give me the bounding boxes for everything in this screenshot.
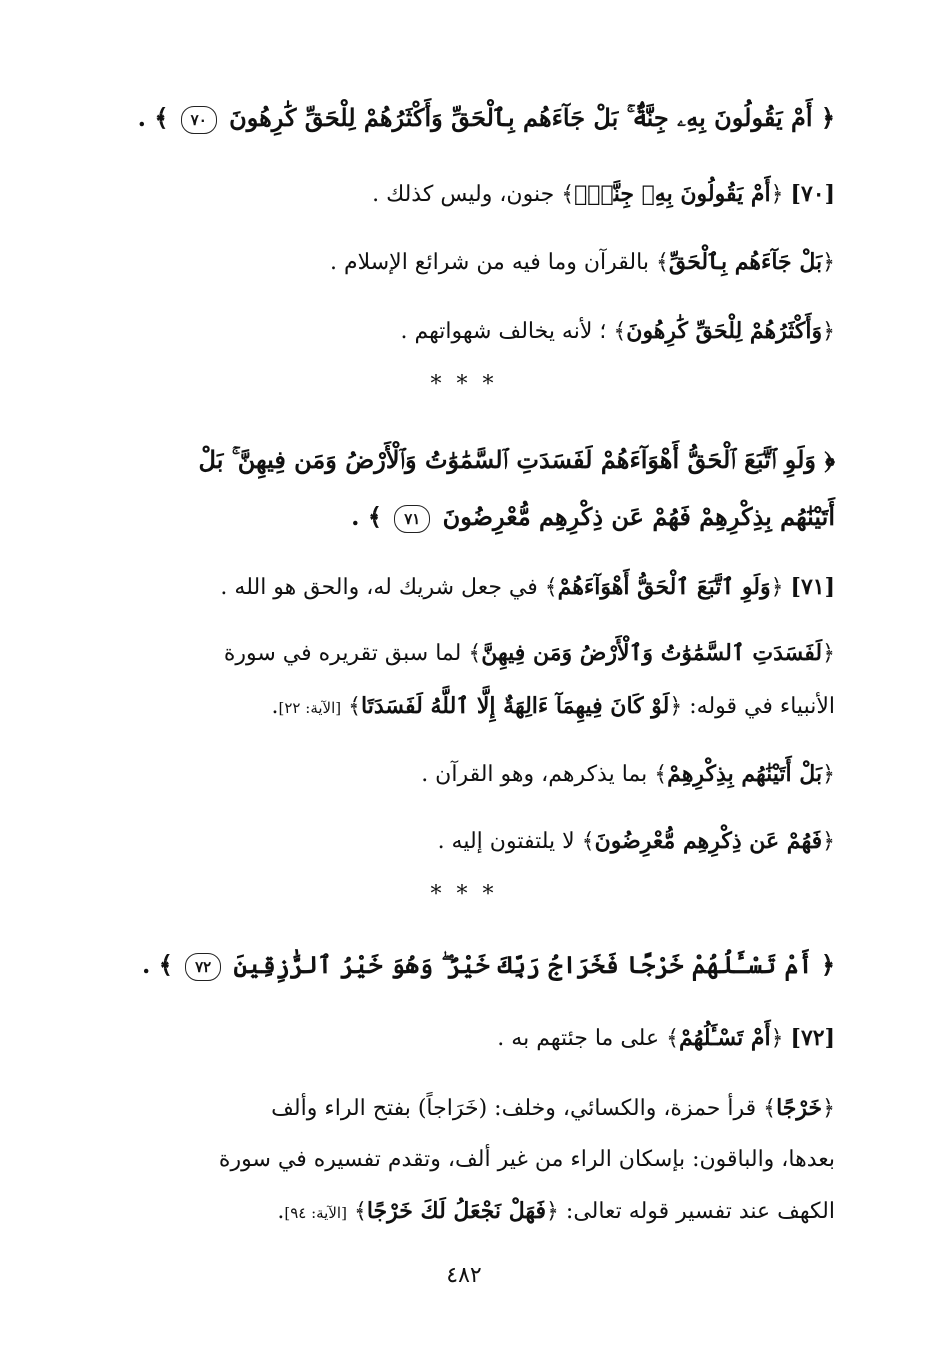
verse-text: أَمْ تَسْـَٔلُهُمْ خَرْجًا فَخَرَاجُ رَبِّكَ خَيْرٌ ۖ وَهُوَ خَيْرُ ٱلرَّٰزِقِينَ [233,950,813,979]
commentary-line: ﴿خَرْجًا﴾ قرأ حمزة، والكسائي، وخلف: (خَرَاجاً) بفتح الراء وألف [271,1095,835,1121]
commentary-line: الكهف عند تفسير قوله تعالى: ﴿فَهَلْ نَجْعَلُ لَكَ خَرْجًا﴾ [الآية: ٩٤]. [277,1198,835,1224]
verse-70: ﴿ أَمْ يَقُولُونَ بِهِۦ جِنَّةٌۢ ۚ بَلْ جَآءَهُم بِٱلْحَقِّ وَأَكْثَرُهُمْ لِلْحَقِّ كَٰرِهُونَ ٧٠ ﴾ . [137,103,835,132]
commentary-text: جنون، وليس كذلك . [372,182,555,207]
close-bracket: ﴾ [154,103,169,132]
quoted-phrase: وَلَوِ ٱتَّبَعَ ٱلْحَقُّ أَهْوَآءَهُمْ [557,574,771,600]
quoted-phrase: خَرْجًا [776,1095,823,1121]
quoted-phrase: أَمْ يَقُولُونَ بِهِۦ جِنَّةٌۢ [574,181,771,207]
commentary-text: بالقرآن وما فيه من شرائع الإسلام . [329,250,649,275]
quoted-phrase: أَمْ تَسْـَٔلُهُمْ [678,1025,771,1051]
quoted-phrase: فَهَلْ نَجْعَلُ لَكَ خَرْجًا [366,1198,547,1224]
ayah-reference: [٧٠] [790,181,835,207]
quoted-phrase: فَهُمْ عَن ذِكْرِهِم مُّعْرِضُونَ [594,828,823,854]
verse-text: أَتَيْنَٰهُم بِذِكْرِهِمْ فَهُمْ عَن ذِكْرِهِم مُّعْرِضُونَ [442,502,835,531]
commentary-line: ﴿لَفَسَدَتِ ٱلسَّمَٰوَٰتُ وَٱلْأَرْضُ وَمَن فِيهِنَّ﴾ لما سبق تقريره في سورة [223,640,835,666]
section-separator: * * * [430,372,498,397]
commentary-text: لما سبق تقريره في سورة [223,641,462,666]
commentary-line: ﴿بَلْ أَتَيْنَٰهُم بِذِكْرِهِمْ﴾ بما يذكرهم، وهو القرآن . [421,761,835,787]
quoted-phrase: بَلْ أَتَيْنَٰهُم بِذِكْرِهِمْ [667,761,823,787]
commentary-line: ﴿بَلْ جَآءَهُم بِٱلْحَقِّ﴾ بالقرآن وما فيه من شرائع الإسلام . [329,249,835,275]
verse-citation: [الآية: ٩٤] [284,1204,347,1222]
verse-72: ﴿ أَمْ تَسْـَٔلُهُمْ خَرْجًا فَخَرَاجُ رَبِّكَ خَيْرٌ ۖ وَهُوَ خَيْرُ ٱلرَّٰزِقِينَ ٧٢ ﴾ . [141,950,835,979]
commentary-text: على ما جئتهم به . [497,1026,660,1051]
commentary-text: قرأ حمزة، والكسائي، وخلف: (خَرَاجاً) بفتح الراء وألف [271,1096,757,1121]
commentary-text: بعدها، والباقون: بإسكان الراء من غير ألف، وتقدم تفسيره في سورة [218,1147,835,1172]
verse-text: وَلَوِ ٱتَّبَعَ ٱلْحَقُّ أَهْوَآءَهُمْ لَفَسَدَتِ ٱلسَّمَٰوَٰتُ وَٱلْأَرْضُ وَمَن فِيهِنَّ ۚ بَلْ [198,445,816,474]
verse-citation: [الآية: ٢٢] [278,699,342,717]
commentary-text: الكهف عند تفسير قوله تعالى: [565,1199,835,1224]
ayah-reference: [٧١] [790,574,835,600]
quoted-phrase: بَلْ جَآءَهُم بِٱلْحَقِّ [668,249,823,275]
open-bracket: ﴿ [820,103,835,132]
ayah-number-badge: ٧٠ [181,106,217,134]
commentary-text: بما يذكرهم، وهو القرآن . [421,762,648,787]
commentary-line: [٧١] ﴿وَلَوِ ٱتَّبَعَ ٱلْحَقُّ أَهْوَآءَهُمْ﴾ في جعل شريك له، والحق هو الله . [220,574,835,600]
commentary-line: ﴿وَأَكْثَرُهُمْ لِلْحَقِّ كَٰرِهُونَ﴾ ؛ لأنه يخالف شهواتهم . [400,318,835,344]
verse-71-line-1: ﴿ وَلَوِ ٱتَّبَعَ ٱلْحَقُّ أَهْوَآءَهُمْ لَفَسَدَتِ ٱلسَّمَٰوَٰتُ وَٱلْأَرْضُ وَمَن فِيهِنَّ ۚ بَلْ [198,445,835,474]
ayah-reference: [٧٢] [790,1025,835,1051]
ayah-number-badge: ٧١ [394,505,430,533]
page-number: ٤٨٢ [446,1263,482,1288]
ayah-number-badge: ٧٢ [185,953,221,981]
quoted-phrase: وَأَكْثَرُهُمْ لِلْحَقِّ كَٰرِهُونَ [626,318,823,344]
commentary-line: [٧٢] ﴿أَمْ تَسْـَٔلُهُمْ﴾ على ما جئتهم به . [497,1025,835,1051]
commentary-text: في جعل شريك له، والحق هو الله . [220,575,538,600]
commentary-line: الأنبياء في قوله: ﴿لَوْ كَانَ فِيهِمَآ ءَالِهَةٌ إِلَّا ٱللَّهُ لَفَسَدَتَا﴾ [الآية: ٢٢]. [271,693,835,719]
commentary-text: الأنبياء في قوله: [689,694,835,719]
commentary-text: ؛ لأنه يخالف شهواتهم . [400,319,607,344]
commentary-text: لا يلتفتون إليه . [437,829,575,854]
verse-text: أَمْ يَقُولُونَ بِهِۦ جِنَّةٌۢ ۚ بَلْ جَآءَهُم بِٱلْحَقِّ وَأَكْثَرُهُمْ لِلْحَقِّ كَٰرِهُونَ [229,103,813,132]
verse-71-line-2: أَتَيْنَٰهُم بِذِكْرِهِمْ فَهُمْ عَن ذِكْرِهِم مُّعْرِضُونَ ٧١ ﴾ . [351,502,835,531]
quoted-phrase: لَوْ كَانَ فِيهِمَآ ءَالِهَةٌ إِلَّا ٱللَّهُ لَفَسَدَتَا [361,693,670,719]
commentary-line [100,1140,835,1180]
section-separator: * * * [430,882,498,907]
commentary-line: [٧٠] ﴿أَمْ يَقُولُونَ بِهِۦ جِنَّةٌۢ﴾ جنون، وليس كذلك . [372,181,835,207]
quoted-phrase: لَفَسَدَتِ ٱلسَّمَٰوَٰتُ وَٱلْأَرْضُ وَمَن فِيهِنَّ [481,640,823,666]
commentary-line: ﴿فَهُمْ عَن ذِكْرِهِم مُّعْرِضُونَ﴾ لا يلتفتون إليه . [437,828,835,854]
